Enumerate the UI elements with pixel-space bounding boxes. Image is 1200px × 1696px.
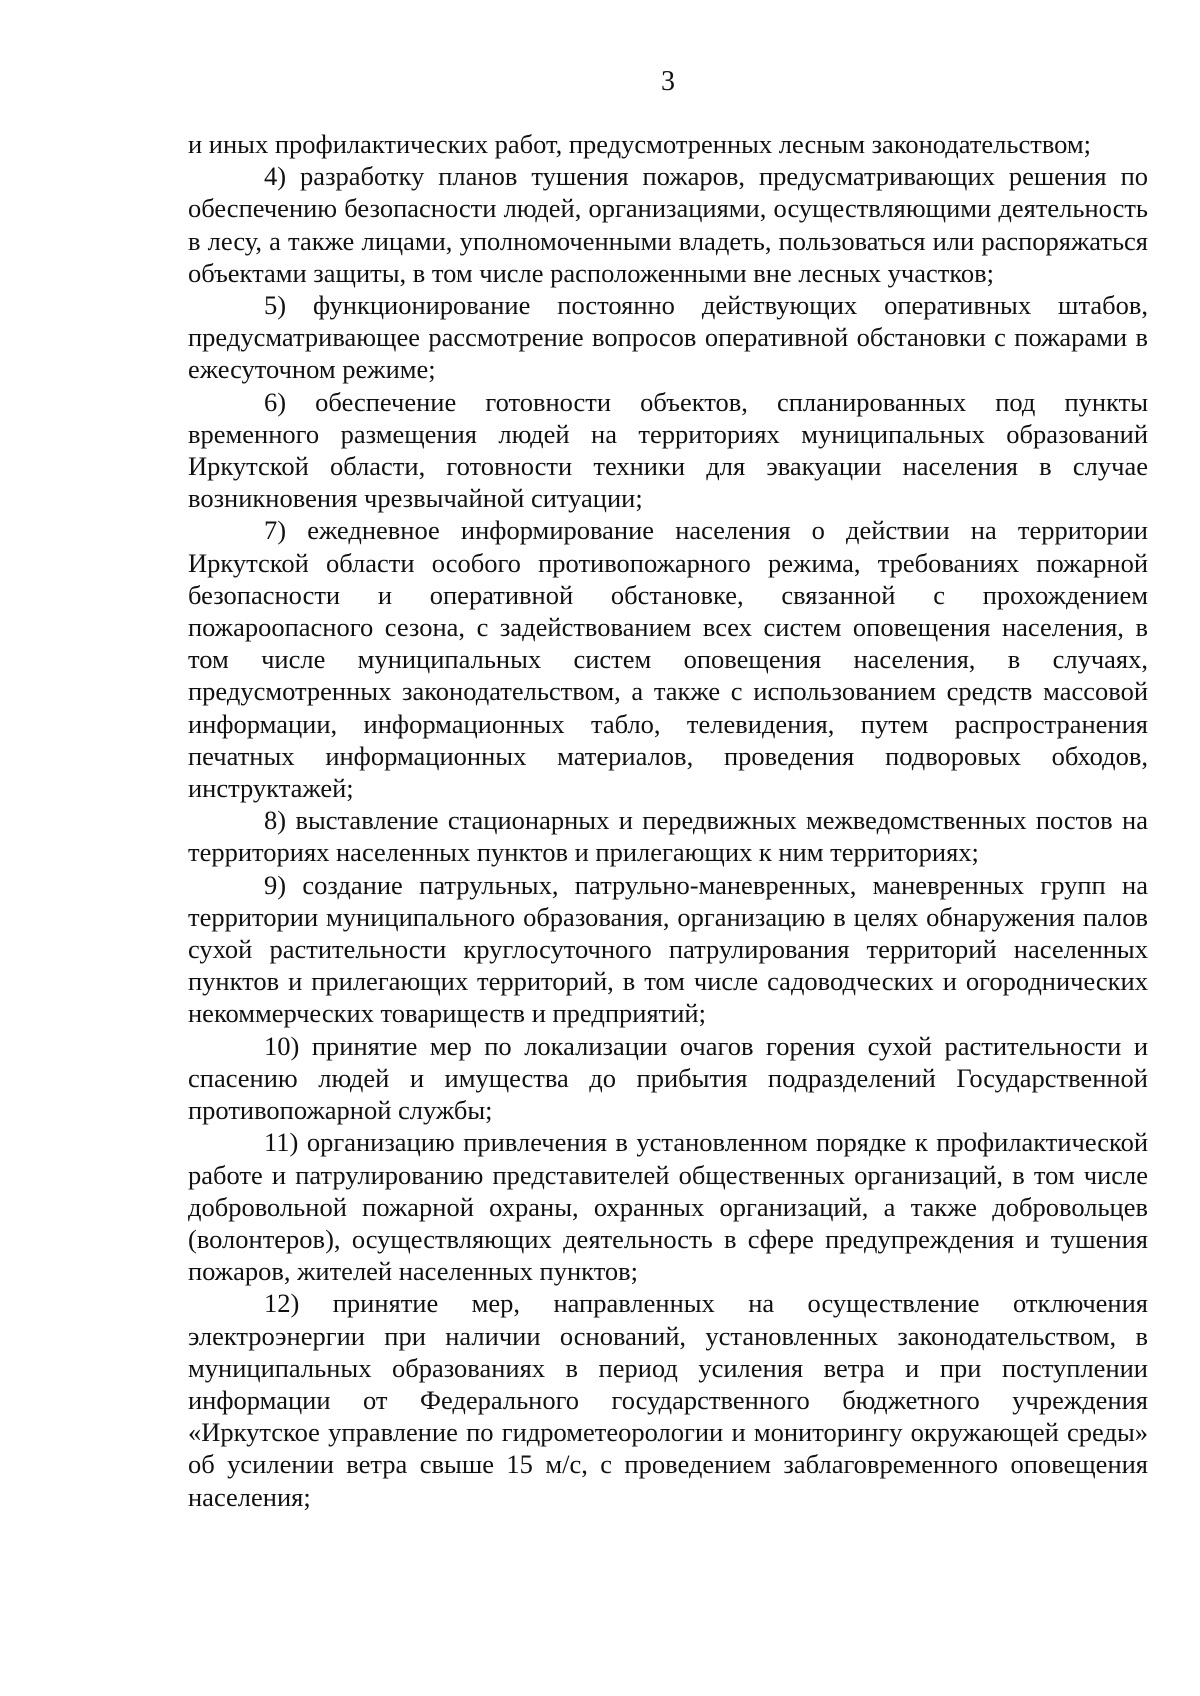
- paragraph-item-12: 12) принятие мер, направленных на осуществление отключения электроэнергии при наличии оснований, установленных законодательством, в муниципальных образованиях в период усиления ветра и при поступлении информации от Федерального государственного бюджетного учреждения «Иркутское управление по гидрометеорологии и мониторингу окружающей среды» об усилении ветра свыше 15 м/с, с проведением заблаговременного оповещения населения;: [188, 1288, 1148, 1512]
- paragraph-item-4: 4) разработку планов тушения пожаров, предусматривающих решения по обеспечению безопасности людей, организациями, осуществляющими деятельность в лесу, а также лицами, уполномоченными владеть, пользоваться или распоряжаться объектами защиты, в том числе расположенными вне лесных участков;: [188, 161, 1148, 288]
- paragraph-item-9: 9) создание патрульных, патрульно-маневренных, маневренных групп на территории муниципального образования, организацию в целях обнаружения палов сухой растительности круглосуточного патрулирования территорий населенных пунктов и прилегающих территорий, в том числе садоводческих и огороднических некоммерческих товариществ и предприятий;: [188, 869, 1148, 1029]
- document-body: [188, 128, 1148, 1513]
- page-number: 3: [661, 66, 675, 97]
- paragraph-item-10: 10) принятие мер по локализации очагов горения сухой растительности и спасению людей и имущества до прибытия подразделений Государственной противопожарной службы;: [188, 1030, 1148, 1126]
- paragraph-item-7: 7) ежедневное информирование населения о действии на территории Иркутской области особого противопожарного режима, требованиях пожарной безопасности и оперативной обстановке, связанной с прохождением пожароопасного сезона, с задействованием всех систем оповещения населения, в том числе муниципальных систем оповещения населения, в случаях, предусмотренных законодательством, а также с использованием средств массовой информации, информационных табло, телевидения, путем распространения печатных информационных материалов, проведения подворовых обходов, инструктажей;: [188, 515, 1148, 804]
- paragraph-item-8: 8) выставление стационарных и передвижных межведомственных постов на территориях населенных пунктов и прилегающих к ним территориях;: [188, 805, 1148, 868]
- paragraph-item-6: 6) обеспечение готовности объектов, спланированных под пункты временного размещения людей на территориях муниципальных образований Иркутской области, готовности техники для эвакуации населения в случае возникновения чрезвычайной ситуации;: [188, 386, 1148, 514]
- paragraph-item-5: 5) функционирование постоянно действующих оперативных штабов, предусматривающее рассмотрение вопросов оперативной обстановки с пожарами в ежесуточном режиме;: [188, 290, 1148, 385]
- paragraph-continuation: и иных профилактических работ, предусмотренных лесным законодательством;: [188, 129, 1092, 159]
- paragraph-item-11: 11) организацию привлечения в установленном порядке к профилактической работе и патрулированию представителей общественных организаций, в том числе добровольной пожарной охраны, охранных организаций, а также добровольцев (волонтеров), осуществляющих деятельность в сфере предупреждения и тушения пожаров, жителей населенных пунктов;: [188, 1127, 1148, 1287]
